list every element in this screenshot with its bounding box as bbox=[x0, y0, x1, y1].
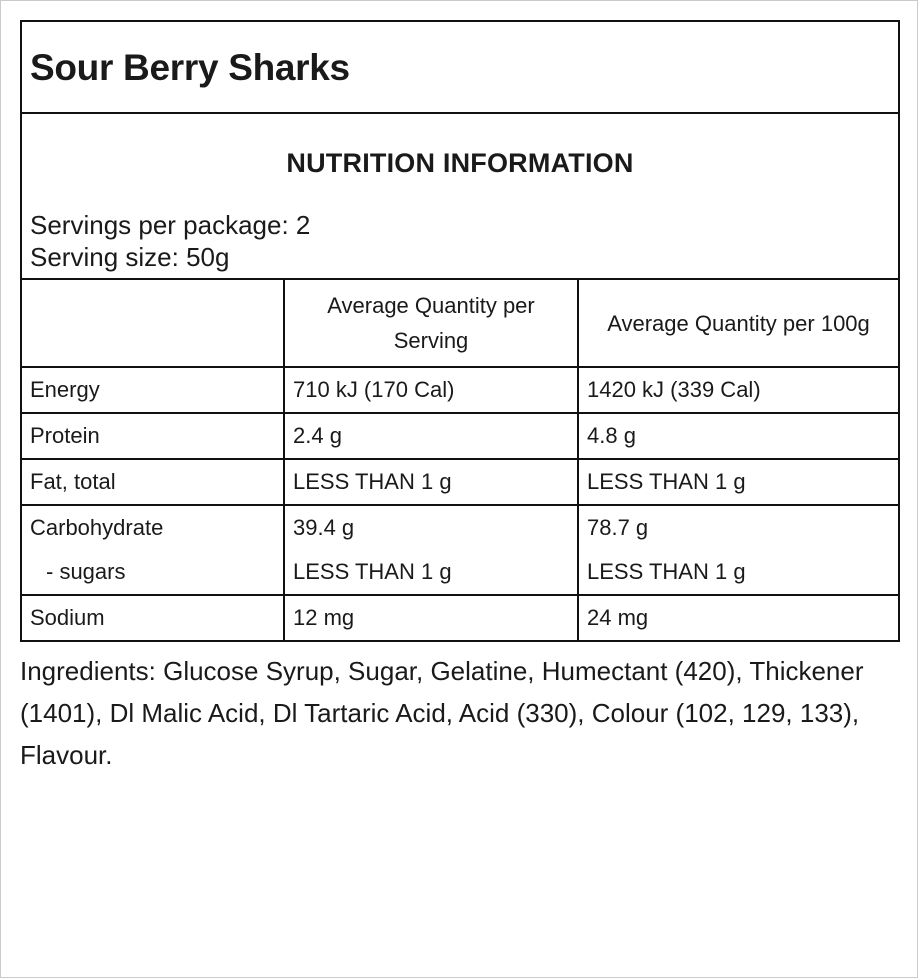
table-row-protein bbox=[22, 413, 898, 459]
per-serving-value: LESS THAN 1 g bbox=[284, 459, 578, 505]
table-row-fat bbox=[22, 459, 898, 505]
table-header-row bbox=[22, 280, 898, 367]
nutrition-panel bbox=[20, 20, 900, 642]
title-row bbox=[22, 22, 898, 114]
nutrition-info-block bbox=[22, 114, 898, 280]
per-serving-value: 710 kJ (170 Cal) bbox=[284, 367, 578, 413]
header-per-100g: Average Quantity per 100g bbox=[578, 280, 898, 367]
ingredients-text: Ingredients: Glucose Syrup, Sugar, Gelatine, Humectant (420), Thickener (1401), Dl Malic Acid, Dl Tartaric Acid, Acid (330), Colour (102, 129, 133), Flavour. bbox=[20, 656, 864, 770]
servings-per-package: Servings per package: 2 bbox=[30, 210, 311, 240]
carb-per-100g-cell bbox=[578, 505, 898, 595]
sub-per-serving-value: LESS THAN 1 g bbox=[293, 559, 452, 584]
nutrition-table bbox=[22, 280, 898, 640]
sub-per-100g-value: LESS THAN 1 g bbox=[587, 559, 746, 584]
row-label: Carbohydrate bbox=[30, 515, 164, 540]
table-row-carbohydrate bbox=[22, 505, 898, 595]
serving-size: Serving size: 50g bbox=[30, 242, 230, 272]
table-row-energy bbox=[22, 367, 898, 413]
per-100g-value: 4.8 g bbox=[578, 413, 898, 459]
row-label: Sodium bbox=[22, 595, 284, 640]
product-title: Sour Berry Sharks bbox=[30, 47, 350, 88]
carb-label-cell bbox=[22, 505, 284, 595]
per-100g-value: 78.7 g bbox=[587, 515, 649, 540]
per-100g-value: LESS THAN 1 g bbox=[578, 459, 898, 505]
serving-info bbox=[30, 209, 310, 273]
per-serving-value: 39.4 g bbox=[293, 515, 355, 540]
header-blank bbox=[22, 280, 284, 367]
per-100g-value: 1420 kJ (339 Cal) bbox=[578, 367, 898, 413]
row-label: Energy bbox=[22, 367, 284, 413]
carb-per-serving-cell bbox=[284, 505, 578, 595]
nutrition-heading: NUTRITION INFORMATION bbox=[286, 148, 634, 178]
per-100g-value: 24 mg bbox=[578, 595, 898, 640]
table-row-sodium bbox=[22, 595, 898, 640]
per-serving-value: 2.4 g bbox=[284, 413, 578, 459]
row-label: Protein bbox=[22, 413, 284, 459]
row-label: Fat, total bbox=[22, 459, 284, 505]
header-per-serving: Average Quantity per Serving bbox=[284, 280, 578, 367]
per-serving-value: 12 mg bbox=[284, 595, 578, 640]
sub-row-label: - sugars bbox=[46, 559, 126, 584]
